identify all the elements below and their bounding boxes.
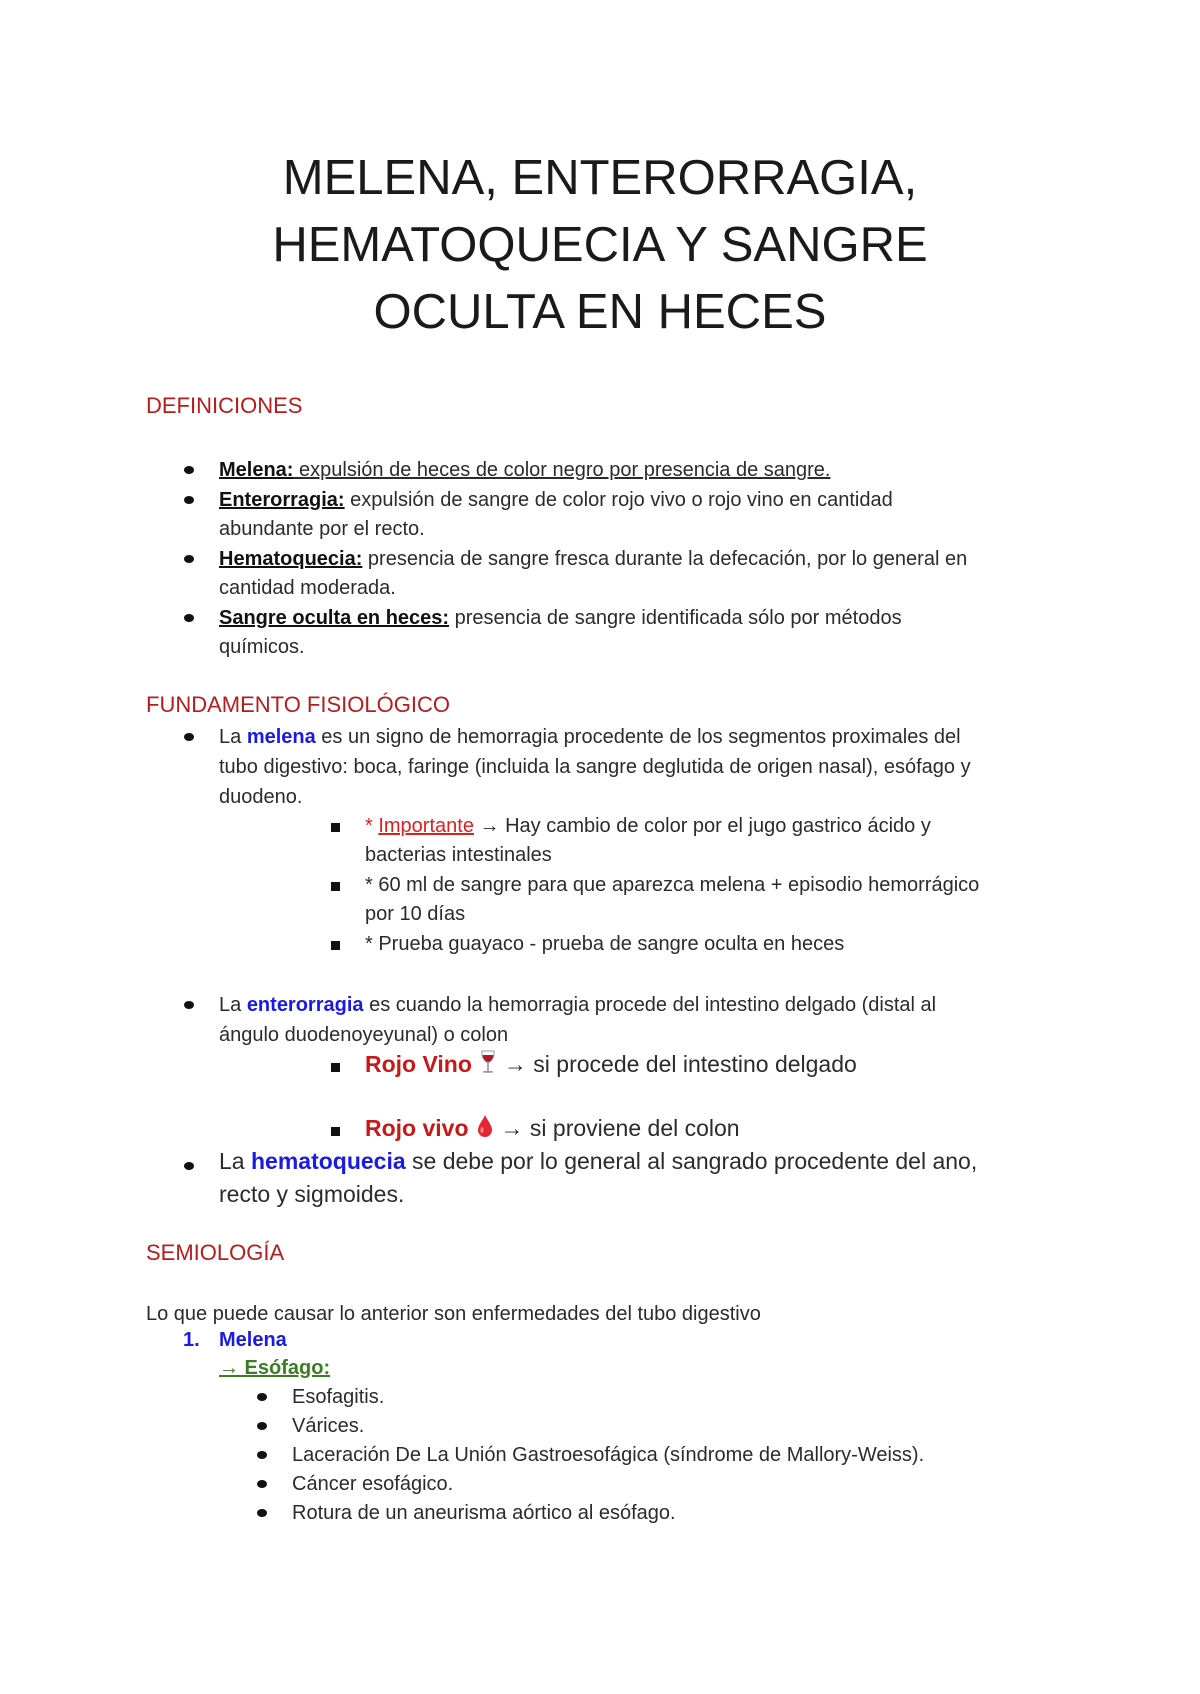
melena-sub-1-cont: bacterias intestinales	[365, 844, 552, 866]
square-bullet	[331, 1127, 340, 1136]
def-text: expulsión de sangre de color rojo vivo o rojo vino en cantidad	[344, 489, 893, 511]
text: es un signo de hemorragia procedente de los segmentos proximales del	[315, 726, 961, 748]
text: La	[219, 1148, 251, 1174]
def-text-cont: abundante por el recto.	[219, 518, 425, 540]
document-title	[150, 145, 1050, 346]
def-sangre-oculta	[219, 603, 902, 633]
text: La	[219, 726, 247, 748]
hematoquecia-line-2: recto y sigmoides.	[219, 1181, 405, 1207]
bullet-dot	[257, 1480, 267, 1488]
melena-sub-2-cont: por 10 días	[365, 903, 466, 925]
def-hematoquecia	[219, 544, 967, 574]
def-text: presencia de sangre fresca durante la defecación, por lo general en	[362, 548, 968, 570]
square-bullet	[331, 823, 340, 832]
bullet-dot	[184, 614, 194, 622]
keyword-enterorragia: enterorragia	[246, 994, 364, 1016]
bullet-dot	[184, 466, 194, 474]
esofago-label: → Esófago:	[219, 1357, 331, 1379]
bullet-dot	[184, 496, 194, 504]
list-number: 1.	[183, 1329, 200, 1351]
bullet-dot	[184, 1001, 194, 1009]
bullet-dot	[184, 733, 194, 741]
text: → si procede del intestino delgado	[503, 1051, 857, 1077]
rojo-vino-item	[365, 1049, 857, 1082]
blood-drop-icon	[477, 1114, 493, 1145]
melena-line-2: tubo digestivo: boca, faringe (incluida la sangre deglutida de origen nasal), esófago y	[219, 756, 971, 778]
text: → si proviene del colon	[500, 1115, 740, 1141]
melena-sub-1	[365, 811, 931, 841]
title-line-3: OCULTA EN HECES	[373, 285, 827, 339]
cause-item: Rotura de un aneurisma aórtico al esófago.	[292, 1502, 676, 1524]
item-label: Melena	[219, 1329, 287, 1351]
def-term: Melena:	[219, 459, 294, 481]
hematoquecia-paragraph	[219, 1146, 977, 1176]
def-text-cont: cantidad moderada.	[219, 577, 396, 599]
text: se debe por lo general al sangrado procedente del ano,	[405, 1148, 978, 1174]
rojo-vino-label: Rojo Vino	[365, 1051, 472, 1077]
cause-item: Cáncer esofágico.	[292, 1473, 454, 1495]
wine-glass-icon	[480, 1049, 496, 1082]
text: La	[219, 994, 247, 1016]
square-bullet	[331, 941, 340, 950]
melena-paragraph	[219, 722, 961, 752]
def-text-cont: químicos.	[219, 636, 305, 658]
square-bullet	[331, 882, 340, 891]
def-term: Hematoquecia:	[219, 548, 363, 570]
rojo-vivo-item	[365, 1113, 740, 1145]
heading-definiciones: DEFINICIONES	[146, 393, 303, 418]
keyword-melena: melena	[246, 726, 316, 748]
heading-semiologia: SEMIOLOGÍA	[146, 1240, 285, 1265]
text: es cuando la hemorragia procede del intestino delgado (distal al	[363, 994, 937, 1016]
semiologia-item-melena	[219, 1325, 287, 1355]
melena-sub-2: * 60 ml de sangre para que aparezca melena + episodio hemorrágico	[365, 874, 980, 896]
def-term: Enterorragia:	[219, 489, 345, 511]
keyword-hematoquecia: hematoquecia	[250, 1148, 406, 1174]
esofago-subheading	[219, 1353, 330, 1383]
bullet-dot	[184, 1162, 194, 1170]
title-line-2: HEMATOQUECIA Y SANGRE	[272, 218, 928, 272]
bullet-dot	[184, 555, 194, 563]
heading-fundamento: FUNDAMENTO FISIOLÓGICO	[146, 692, 450, 717]
text: → Hay cambio de color por el jugo gastrico ácido y	[473, 815, 931, 837]
text: *	[365, 815, 379, 837]
bullet-dot	[257, 1451, 267, 1459]
def-melena	[219, 455, 830, 485]
rojo-vivo-label: Rojo vivo	[365, 1115, 469, 1141]
square-bullet	[331, 1063, 340, 1072]
def-enterorragia	[219, 485, 893, 515]
bullet-dot	[257, 1509, 267, 1517]
def-text: presencia de sangre identificada sólo por métodos	[449, 607, 902, 629]
melena-line-3: duodeno.	[219, 786, 303, 808]
melena-sub-3: * Prueba guayaco - prueba de sangre oculta en heces	[365, 933, 845, 955]
title-line-1: MELENA, ENTERORRAGIA,	[282, 151, 918, 205]
semiologia-intro: Lo que puede causar lo anterior son enfermedades del tubo digestivo	[146, 1303, 761, 1325]
enterorragia-paragraph	[219, 990, 936, 1020]
cause-item: Esofagitis.	[292, 1386, 385, 1408]
cause-item: Várices.	[292, 1415, 365, 1437]
bullet-dot	[257, 1422, 267, 1430]
cause-item: Laceración De La Unión Gastroesofágica (síndrome de Mallory-Weiss).	[292, 1444, 925, 1466]
bullet-dot	[257, 1393, 267, 1401]
enterorragia-line-2: ángulo duodenoyeyunal) o colon	[219, 1024, 509, 1046]
importante-label: Importante	[378, 815, 474, 837]
def-text: expulsión de heces de color negro por presencia de sangre.	[293, 459, 831, 481]
def-term: Sangre oculta en heces:	[219, 607, 450, 629]
